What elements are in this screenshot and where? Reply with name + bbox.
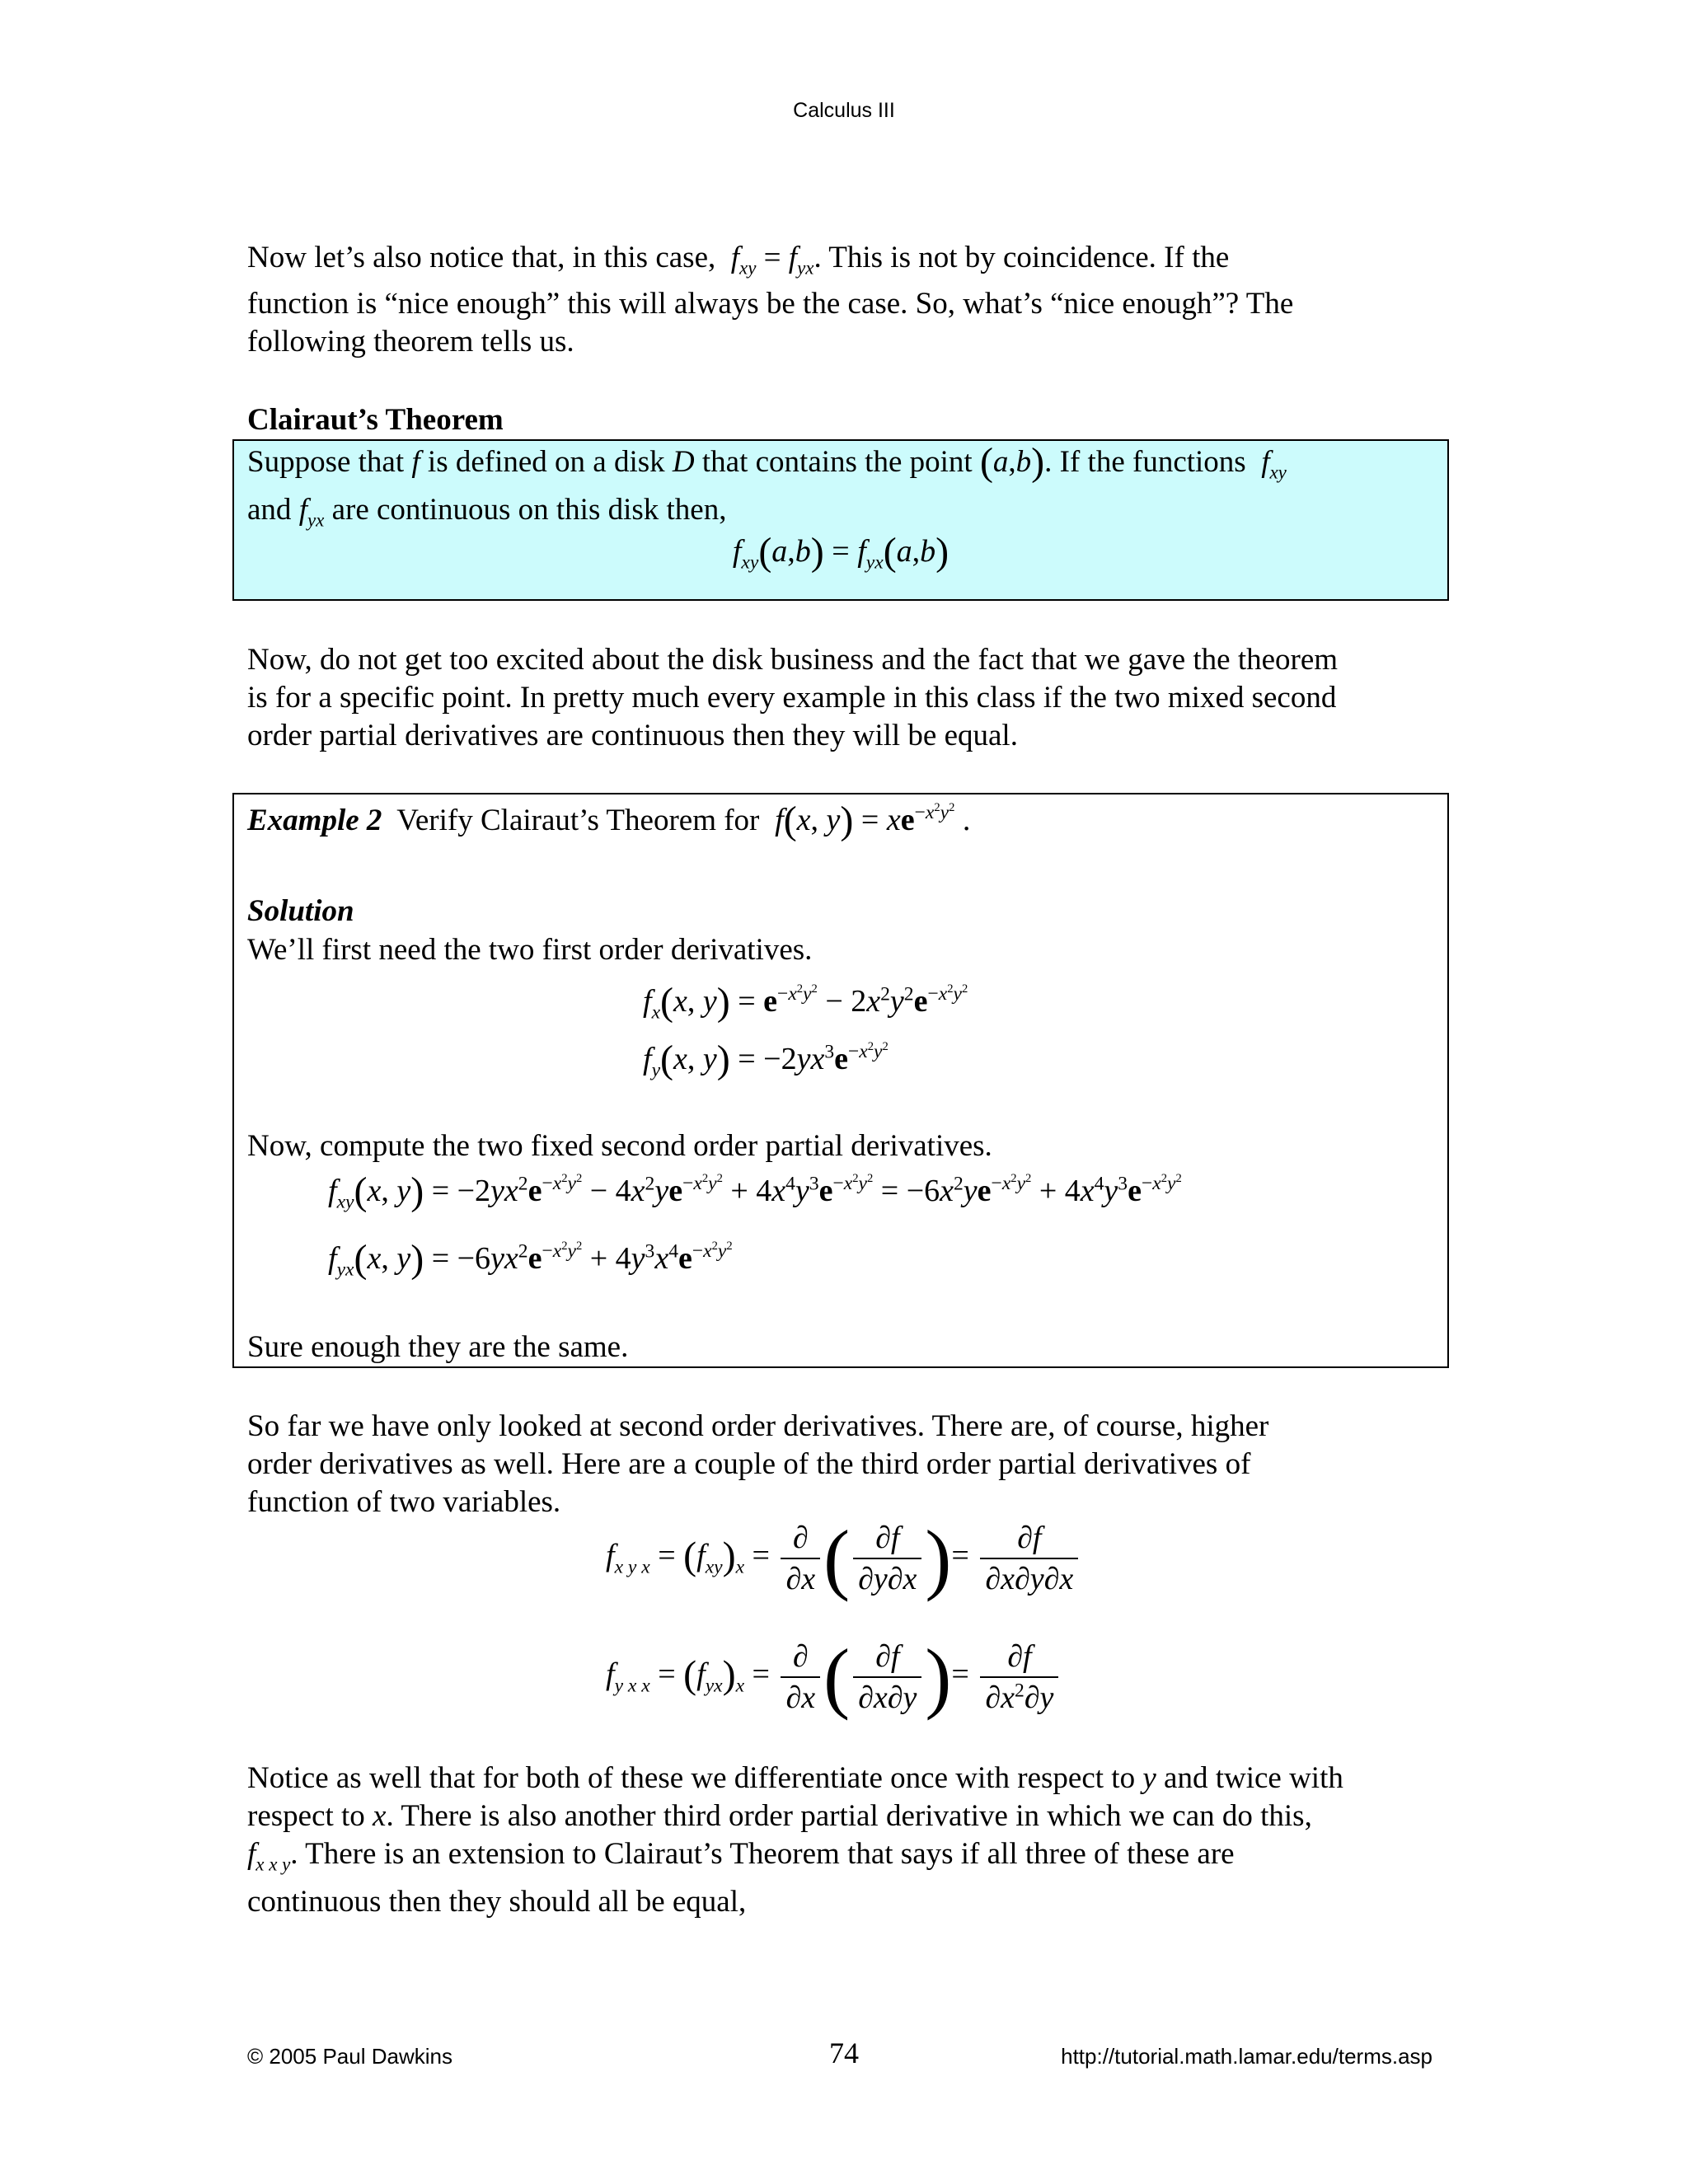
notice-paragraph: Notice as well that for both of these we differentiate once with respect to y and twice with respect to x. There is also another third order partial derivative in which we can do this, $f_{x x y}$. There is an extension to Clairaut’s Theorem that says if all three of these are continuous then they should all be equal, (247, 1761, 1343, 1919)
example-statement: Example 2 Verify Clairaut’s Theorem for f(x, $y) = xe^{-x^2y^2}$ . (247, 799, 971, 842)
footer-url: http://tutorial.math.lamar.edu/terms.asp (1061, 2044, 1432, 2069)
equation-fy: $f_y(x$, $y) = -2yx^3e^{-x^2y^2}$ (643, 1038, 889, 1081)
example-conclusion: Sure enough they are the same. (247, 1330, 629, 1364)
equation-fxyx: $f_{x y x} = (f_{xy})_x$ = $\frac{\partial}{\partial x}$ ( $\frac{\partial f}{\partial y\partial x}$ )= $\frac{\partial f}{\partial x\partial y\partial x}$ (606, 1518, 1081, 1599)
clairaut-equation: $f_{xy}(a,b) = f_{yx}(a,b)$ (732, 530, 950, 574)
example-label: Example 2 (247, 804, 382, 837)
higher-order-paragraph: So far we have only looked at second order derivatives. There are, of course, higher order derivatives as well. Here are a couple of the third order partial derivatives of function of two variables. (247, 1409, 1269, 1519)
first-order-intro: We’ll first need the two first order derivatives. (247, 933, 813, 967)
page-header: Calculus III (793, 99, 895, 122)
equation-fxy: $f_{xy}(x$, $y) = -2yx^2e^{-x^2y^2} - 4x^2ye^{-x^2y^2} + 4x^4y^3e^{-x^2y^2} = -6x^2ye^{-x^2y^2} + 4x^4y^3e^{-x^2y^2}$ (328, 1169, 1182, 1213)
equation-fx: $f_x(x$, $y) = e^{-x^2y^2} - 2x^2y^2e^{-x^2y^2}$ (643, 980, 968, 1024)
equation-fxy-equals-fyx: $f_{xy} = f_{yx}$ (730, 241, 814, 279)
equation-fyxx: $f_{y x x} = (f_{yx})_x$ = $\frac{\partial}{\partial x}$ ( $\frac{\partial f}{\partial x\partial y}$ )= $\frac{\partial f}{\partial x^2\partial y}$ (606, 1637, 1062, 1718)
equation-fyx: $f_{yx}(x$, $y) = -6yx^2e^{-x^2y^2} + 4y^3x^4e^{-x^2y^2}$ (328, 1237, 733, 1281)
solution-label: Solution (247, 894, 354, 928)
disk-note-paragraph: Now, do not get too excited about the disk business and the fact that we gave the theorem is for a specific point. In pretty much every example in this class if the two mixed second order partial derivatives are continuous then they will be equal. (247, 643, 1339, 752)
intro-paragraph: Now let’s also notice that, in this case, $f_{xy} = f_{yx}$. This is not by coincidence. If the function is “nice enough” this will always be the case. So, what’s “nice enough”? The following theorem tells us. (247, 241, 1294, 359)
theorem-heading: Clairaut’s Theorem (247, 403, 504, 437)
fxxy-symbol: $f_{x x y}$ (247, 1837, 291, 1875)
theorem-statement: Suppose that f is defined on a disk D that contains the point (a,b). If the functions $f_{xy}$ and $f_{yx}$ are continuous on this disk then, $f_{xy}(a,b) = f_{yx}(a,b)$ (247, 443, 1434, 571)
example-function: f(x, $y) = xe^{-x^2y^2}$ . (775, 799, 971, 842)
page-number: 74 (829, 2036, 859, 2069)
footer-copyright: © 2005 Paul Dawkins (247, 2044, 452, 2069)
point-ab: (a,b) (979, 440, 1045, 484)
second-order-intro: Now, compute the two fixed second order partial derivatives. (247, 1129, 992, 1163)
